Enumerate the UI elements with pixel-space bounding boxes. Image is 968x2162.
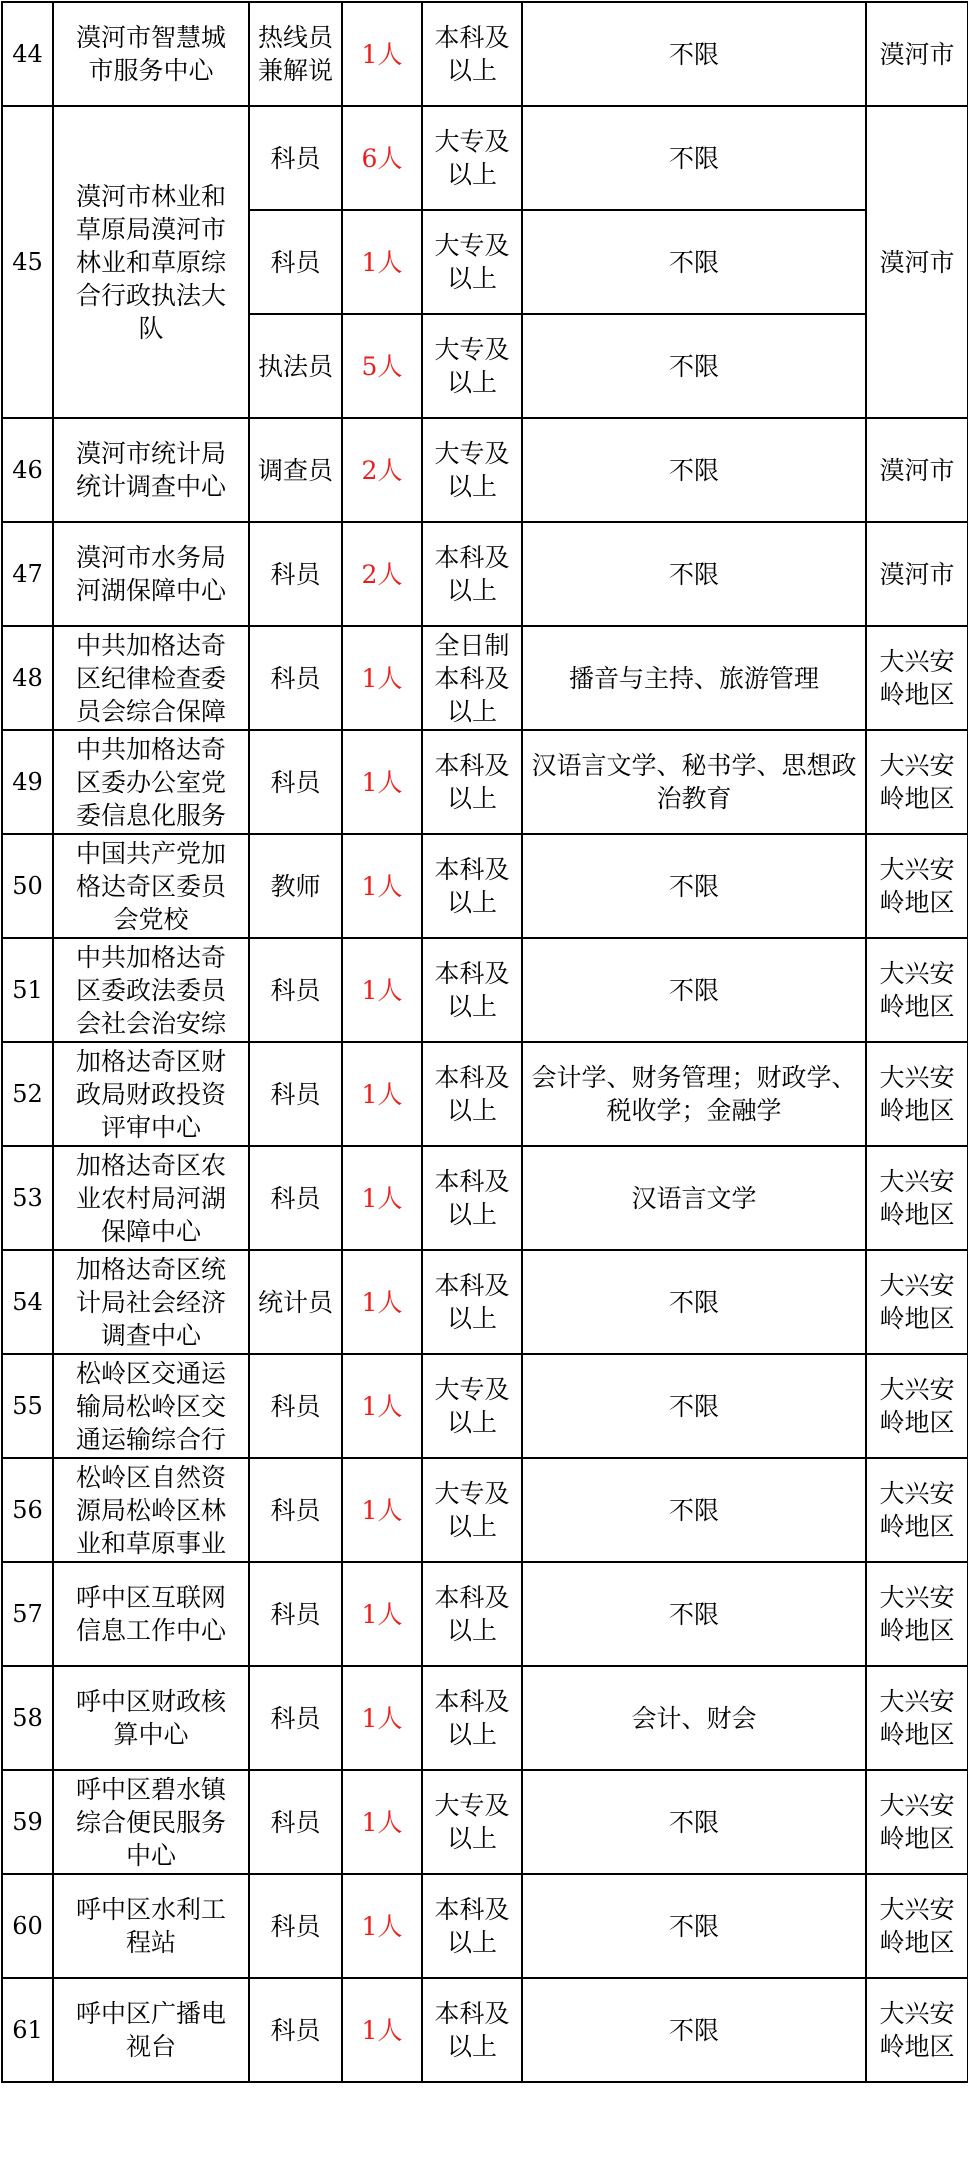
region: 大兴安岭地区 — [866, 1978, 968, 2082]
row-number: 52 — [2, 1042, 53, 1146]
headcount: 1人 — [342, 1978, 422, 2082]
position: 科员 — [249, 1042, 342, 1146]
position: 科员 — [249, 730, 342, 834]
position: 科员 — [249, 106, 342, 210]
major: 不限 — [522, 106, 866, 210]
education: 本科及以上 — [422, 2, 522, 106]
education: 本科及以上 — [422, 1042, 522, 1146]
position: 科员 — [249, 1146, 342, 1250]
headcount: 1人 — [342, 626, 422, 730]
major: 不限 — [522, 314, 866, 418]
major: 不限 — [522, 1458, 866, 1562]
headcount: 1人 — [342, 1770, 422, 1874]
education: 本科及以上 — [422, 834, 522, 938]
table-row — [2, 1666, 968, 1770]
unit-name: 呼中区广播电视台 — [53, 1978, 249, 2082]
headcount: 1人 — [342, 938, 422, 1042]
education: 本科及以上 — [422, 1666, 522, 1770]
position: 调查员 — [249, 418, 342, 522]
headcount: 1人 — [342, 1042, 422, 1146]
region: 漠河市 — [866, 2, 968, 106]
unit-name: 加格达奇区农业农村局河湖保障中心 — [53, 1146, 249, 1250]
position: 执法员 — [249, 314, 342, 418]
row-number: 51 — [2, 938, 53, 1042]
row-number: 47 — [2, 522, 53, 626]
major: 播音与主持、旅游管理 — [522, 626, 866, 730]
position: 科员 — [249, 1874, 342, 1978]
position: 科员 — [249, 626, 342, 730]
region: 漠河市 — [866, 522, 968, 626]
row-number: 57 — [2, 1562, 53, 1666]
education: 大专及以上 — [422, 418, 522, 522]
education: 大专及以上 — [422, 1458, 522, 1562]
region: 漠河市 — [866, 106, 968, 418]
region: 大兴安岭地区 — [866, 1458, 968, 1562]
unit-name: 松岭区交通运输局松岭区交通运输综合行 — [53, 1354, 249, 1458]
table-row — [2, 522, 968, 626]
unit-name: 中共加格达奇区纪律检查委员会综合保障 — [53, 626, 249, 730]
unit-name: 加格达奇区统计局社会经济调查中心 — [53, 1250, 249, 1354]
major: 不限 — [522, 834, 866, 938]
row-number: 61 — [2, 1978, 53, 2082]
headcount: 1人 — [342, 1458, 422, 1562]
major: 会计、财会 — [522, 1666, 866, 1770]
table-row — [2, 1978, 968, 2082]
table-row — [2, 1770, 968, 1874]
unit-name: 漠河市林业和草原局漠河市林业和草原综合行政执法大队 — [53, 106, 249, 418]
table-row — [2, 1354, 968, 1458]
position: 科员 — [249, 1770, 342, 1874]
table-row — [2, 1874, 968, 1978]
education: 本科及以上 — [422, 1250, 522, 1354]
table-row — [2, 106, 968, 210]
unit-name: 漠河市统计局统计调查中心 — [53, 418, 249, 522]
unit-name: 漠河市智慧城市服务中心 — [53, 2, 249, 106]
headcount: 6人 — [342, 106, 422, 210]
position: 科员 — [249, 1978, 342, 2082]
headcount: 1人 — [342, 1562, 422, 1666]
row-number: 44 — [2, 2, 53, 106]
table-row — [2, 730, 968, 834]
major: 不限 — [522, 1770, 866, 1874]
unit-name: 中国共产党加格达奇区委员会党校 — [53, 834, 249, 938]
table-row — [2, 2, 968, 106]
major: 汉语言文学 — [522, 1146, 866, 1250]
row-number: 45 — [2, 106, 53, 418]
headcount: 1人 — [342, 1354, 422, 1458]
position: 科员 — [249, 1354, 342, 1458]
region: 大兴安岭地区 — [866, 1042, 968, 1146]
region: 大兴安岭地区 — [866, 730, 968, 834]
education: 本科及以上 — [422, 1978, 522, 2082]
headcount: 1人 — [342, 1666, 422, 1770]
table-row — [2, 1562, 968, 1666]
major: 不限 — [522, 938, 866, 1042]
major: 不限 — [522, 1562, 866, 1666]
headcount: 1人 — [342, 1146, 422, 1250]
unit-name: 中共加格达奇区委政法委员会社会治安综 — [53, 938, 249, 1042]
position: 科员 — [249, 1562, 342, 1666]
row-number: 60 — [2, 1874, 53, 1978]
row-number: 49 — [2, 730, 53, 834]
unit-name: 加格达奇区财政局财政投资评审中心 — [53, 1042, 249, 1146]
education: 大专及以上 — [422, 1770, 522, 1874]
headcount: 1人 — [342, 2, 422, 106]
region: 大兴安岭地区 — [866, 1666, 968, 1770]
table-row — [2, 834, 968, 938]
row-number: 59 — [2, 1770, 53, 1874]
unit-name: 呼中区碧水镇综合便民服务中心 — [53, 1770, 249, 1874]
row-number: 54 — [2, 1250, 53, 1354]
headcount: 5人 — [342, 314, 422, 418]
education: 本科及以上 — [422, 1874, 522, 1978]
headcount: 2人 — [342, 418, 422, 522]
education: 大专及以上 — [422, 1354, 522, 1458]
region: 大兴安岭地区 — [866, 834, 968, 938]
region: 大兴安岭地区 — [866, 1770, 968, 1874]
major: 会计学、财务管理；财政学、税收学；金融学 — [522, 1042, 866, 1146]
row-number: 56 — [2, 1458, 53, 1562]
unit-name: 呼中区互联网信息工作中心 — [53, 1562, 249, 1666]
education: 大专及以上 — [422, 314, 522, 418]
education: 本科及以上 — [422, 1146, 522, 1250]
row-number: 53 — [2, 1146, 53, 1250]
table-row — [2, 1250, 968, 1354]
headcount: 1人 — [342, 210, 422, 314]
unit-name: 松岭区自然资源局松岭区林业和草原事业 — [53, 1458, 249, 1562]
major: 不限 — [522, 1874, 866, 1978]
major: 不限 — [522, 2, 866, 106]
row-number: 55 — [2, 1354, 53, 1458]
position: 科员 — [249, 1458, 342, 1562]
education: 本科及以上 — [422, 522, 522, 626]
major: 不限 — [522, 1250, 866, 1354]
position: 教师 — [249, 834, 342, 938]
row-number: 50 — [2, 834, 53, 938]
major: 不限 — [522, 418, 866, 522]
education: 全日制本科及以上 — [422, 626, 522, 730]
major: 不限 — [522, 522, 866, 626]
row-number: 46 — [2, 418, 53, 522]
row-number: 58 — [2, 1666, 53, 1770]
education: 大专及以上 — [422, 106, 522, 210]
major: 不限 — [522, 1978, 866, 2082]
headcount: 1人 — [342, 834, 422, 938]
unit-name: 漠河市水务局河湖保障中心 — [53, 522, 249, 626]
region: 大兴安岭地区 — [866, 1874, 968, 1978]
region: 大兴安岭地区 — [866, 626, 968, 730]
headcount: 1人 — [342, 1250, 422, 1354]
headcount: 1人 — [342, 730, 422, 834]
position: 科员 — [249, 522, 342, 626]
recruitment-table — [1, 1, 968, 2083]
unit-name: 中共加格达奇区委办公室党委信息化服务 — [53, 730, 249, 834]
major: 汉语言文学、秘书学、思想政治教育 — [522, 730, 866, 834]
headcount: 2人 — [342, 522, 422, 626]
table-row — [2, 938, 968, 1042]
table-row — [2, 1146, 968, 1250]
major: 不限 — [522, 210, 866, 314]
education: 本科及以上 — [422, 938, 522, 1042]
position: 热线员兼解说 — [249, 2, 342, 106]
region: 大兴安岭地区 — [866, 1146, 968, 1250]
education: 大专及以上 — [422, 210, 522, 314]
unit-name: 呼中区水利工程站 — [53, 1874, 249, 1978]
headcount: 1人 — [342, 1874, 422, 1978]
table-row — [2, 626, 968, 730]
position: 统计员 — [249, 1250, 342, 1354]
position: 科员 — [249, 210, 342, 314]
education: 本科及以上 — [422, 730, 522, 834]
education: 本科及以上 — [422, 1562, 522, 1666]
unit-name: 呼中区财政核算中心 — [53, 1666, 249, 1770]
major: 不限 — [522, 1354, 866, 1458]
region: 大兴安岭地区 — [866, 1250, 968, 1354]
position: 科员 — [249, 938, 342, 1042]
region: 漠河市 — [866, 418, 968, 522]
region: 大兴安岭地区 — [866, 1354, 968, 1458]
region: 大兴安岭地区 — [866, 1562, 968, 1666]
table-row — [2, 1458, 968, 1562]
table-row — [2, 1042, 968, 1146]
region: 大兴安岭地区 — [866, 938, 968, 1042]
row-number: 48 — [2, 626, 53, 730]
position: 科员 — [249, 1666, 342, 1770]
table-row — [2, 418, 968, 522]
